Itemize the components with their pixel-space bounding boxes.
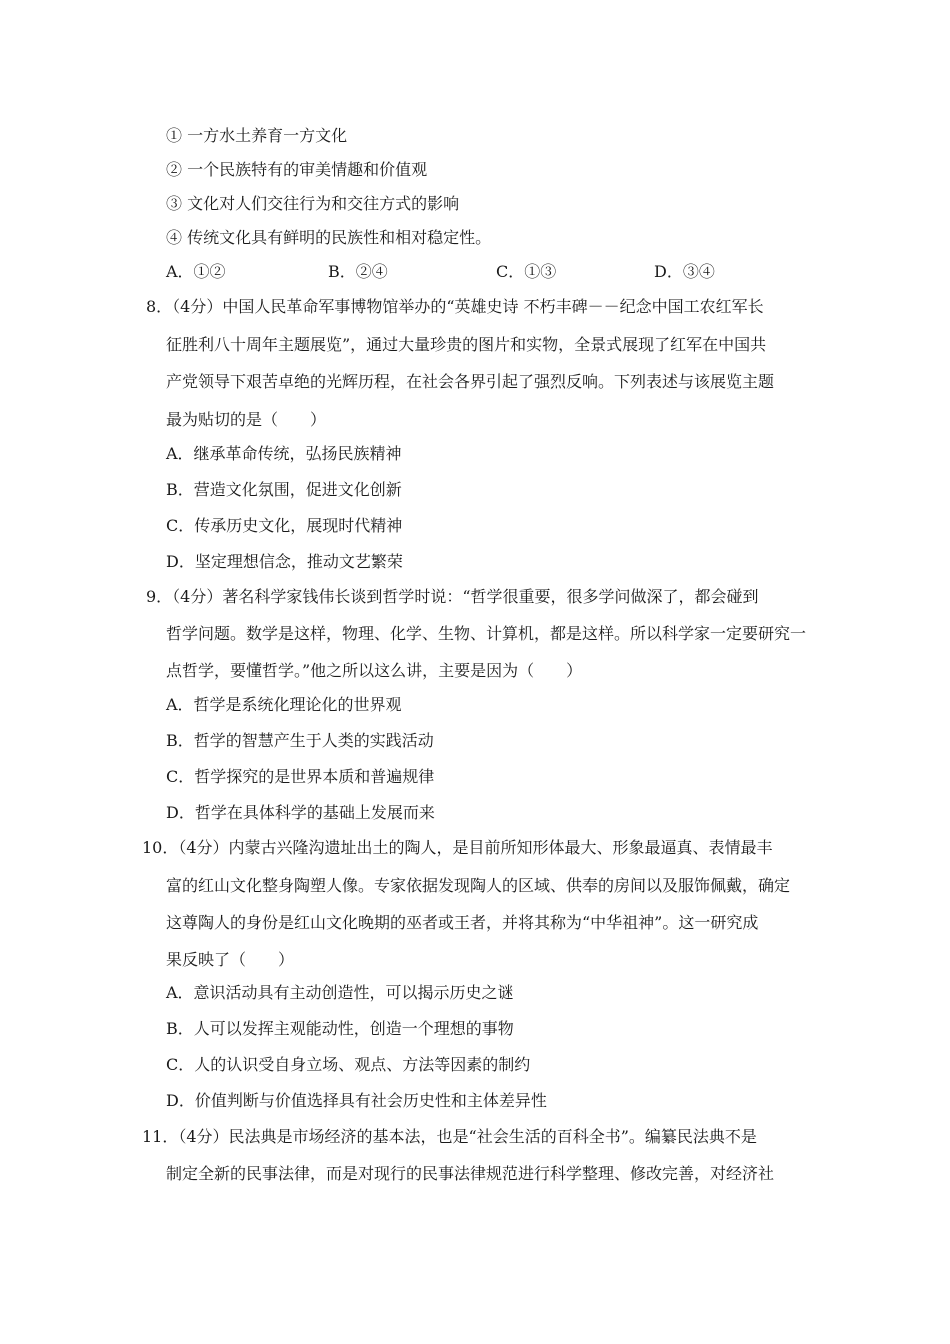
q9-option-b: B．哲学的智慧产生于人类的实践活动 <box>166 731 434 750</box>
q11-stem-line-1: 11．（4分）民法典是市场经济的基本法，也是“社会生活的百科全书”。编纂民法典不是 <box>142 1127 757 1146</box>
q9-stem-line-1: 9．（4分）著名科学家钱伟长谈到哲学时说：“哲学很重要，很多学问做深了，都会碰到 <box>146 587 759 606</box>
statement-2: ② 一个民族特有的审美情趣和价值观 <box>166 160 428 179</box>
q8-option-d: D．坚定理想信念，推动文艺繁荣 <box>166 552 403 571</box>
q8-stem-line-4: 最为贴切的是（ ） <box>166 410 327 429</box>
q11-stem-line-2: 制定全新的民事法律，而是对现行的民事法律规范进行科学整理、修改完善，对经济社 <box>166 1164 775 1183</box>
q8-stem-line-1: 8．（4分）中国人民革命军事博物馆举办的“英雄史诗 不朽丰碑－－纪念中国工农红军长 <box>146 297 764 316</box>
q10-stem-line-2: 富的红山文化整身陶塑人像。专家依据发现陶人的区域、供奉的房间以及服饰佩戴，确定 <box>166 876 791 895</box>
q9-option-d: D．哲学在具体科学的基础上发展而来 <box>166 803 435 822</box>
q10-option-b: B．人可以发挥主观能动性，创造一个理想的事物 <box>166 1019 514 1038</box>
q10-option-c: C．人的认识受自身立场、观点、方法等因素的制约 <box>166 1055 531 1074</box>
statement-4: ④ 传统文化具有鲜明的民族性和相对稳定性。 <box>166 228 492 247</box>
q9-option-c: C．哲学探究的是世界本质和普遍规律 <box>166 767 435 786</box>
q10-option-a: A．意识活动具有主动创造性，可以揭示历史之谜 <box>166 983 514 1002</box>
q8-option-c: C．传承历史文化，展现时代精神 <box>166 516 403 535</box>
q9-stem-line-2: 哲学问题。数学是这样，物理、化学、生物、计算机，都是这样。所以科学家一定要研究一 <box>166 624 807 643</box>
q7-option-c: C．①③ <box>496 262 557 281</box>
q10-stem-line-1: 10．（4分）内蒙古兴隆沟遗址出土的陶人，是目前所知形体最大、形象最逼真、表情最丰 <box>142 838 773 857</box>
q10-stem-line-4: 果反映了（ ） <box>166 950 295 969</box>
q10-stem-line-3: 这尊陶人的身份是红山文化晚期的巫者或王者，并将其称为“中华祖神”。这一研究成 <box>166 913 759 932</box>
q8-option-b: B．营造文化氛围，促进文化创新 <box>166 480 402 499</box>
q8-stem-line-3: 产党领导下艰苦卓绝的光辉历程，在社会各界引起了强烈反响。下列表述与该展览主题 <box>166 372 775 391</box>
q7-option-a: A．①② <box>166 262 226 281</box>
q10-option-d: D．价值判断与价值选择具有社会历史性和主体差异性 <box>166 1091 547 1110</box>
q8-option-a: A．继承革命传统，弘扬民族精神 <box>166 444 402 463</box>
statement-1: ① 一方水土养育一方文化 <box>166 126 348 145</box>
q8-stem-line-2: 征胜利八十周年主题展览”，通过大量珍贵的图片和实物，全景式展现了红军在中国共 <box>166 335 767 354</box>
q9-stem-line-3: 点哲学，要懂哲学。”他之所以这么讲，主要是因为（ ） <box>166 661 583 680</box>
q7-option-d: D．③④ <box>654 262 715 281</box>
q7-option-b: B．②④ <box>328 262 388 281</box>
statement-3: ③ 文化对人们交往行为和交往方式的影响 <box>166 194 460 213</box>
q9-option-a: A．哲学是系统化理论化的世界观 <box>166 695 402 714</box>
